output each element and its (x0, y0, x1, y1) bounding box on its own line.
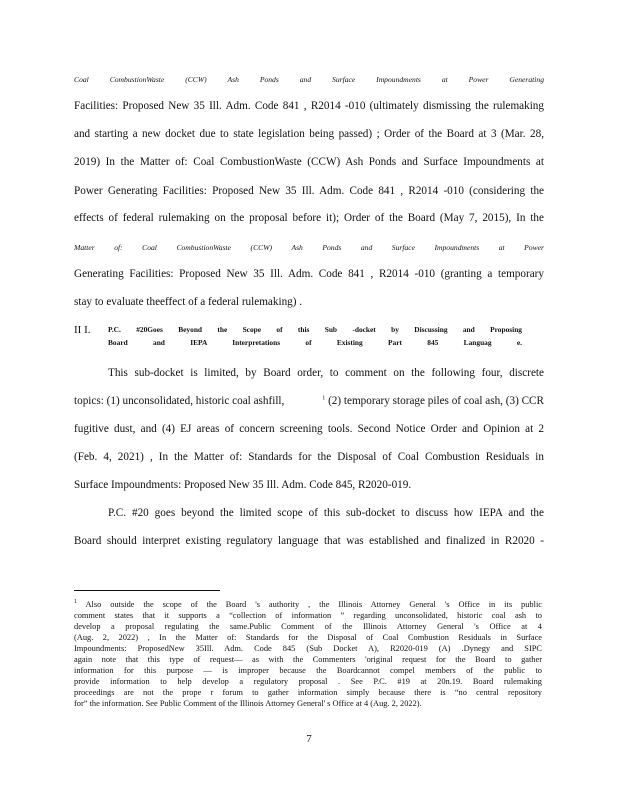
footnote-line-9: proceedings are not the prope r forum to gather information simply because there is “no central repository (74, 688, 542, 697)
page-number: 7 (306, 733, 312, 745)
footnote-marker: 1 (74, 599, 77, 606)
body-line-3: and starting a new docket due to state legislation being passed) ; Order of the Board at 3 (Mar. 28, (74, 128, 544, 140)
footnote-line-3: develop a proposal regulating the same.Public Comment of the Illinois Attorney General 's Office at 4 (74, 622, 542, 631)
footnote-line-1: $^1$ Also outside the scope of the Board 's authority , the Illinois Attorney General 's Office in its public (74, 599, 542, 609)
footnote-separator (74, 590, 220, 591)
para2-line-2: Board should interpret existing regulatory language that was established and finalized in R2020 - (74, 535, 544, 547)
body-line-7: Matter of: Coal CombustionWaste (CCW) Ash Ponds and Surface Impoundments at Power (74, 243, 544, 252)
para1-line-2-start: topics: (1) unconsolidated, historic coal ashfill, (74, 395, 285, 407)
section-heading-line-2: Board and IEPA Interpretations of Existing Part 845 Languag e. (108, 338, 522, 347)
footnote-line-6: again note that this type of request— as with the Commenters 'original request for the Board to gather (74, 655, 542, 664)
footnote-line-4: (Aug. 2, 2022) , In the Matter of: Standards for the Disposal of Coal Combustion Residuals in Surface (74, 633, 542, 642)
body-line-2: Facilities: Proposed New 35 Ill. Adm. Code 841 , R2014 -010 (ultimately dismissing the rulemaking (74, 100, 544, 112)
body-line-6: effects of federal rulemaking on the proposal before it); Order of the Board (May 7, 2015), In the (74, 212, 544, 224)
body-line-4: 2019) In the Matter of: Coal CombustionWaste (CCW) Ash Ponds and Surface Impoundments at (74, 156, 544, 168)
footnote-line-8: provide information to help develop a regulatory proposal . See P.C. #19 at 20n.19. Board rulemaking (74, 677, 542, 686)
section-heading-line-1: P.C. #20Goes Beyond the Scope of this Sub -docket by Discussing and Proposing (108, 325, 522, 334)
para1-line-5: Surface Impoundments: Proposed New 35 Ill. Adm. Code 845, R2020-019. (74, 479, 412, 491)
section-number: II I. (74, 324, 91, 336)
para1-line-4: (Feb. 4, 2021) , In the Matter of: Standards for the Disposal of Coal Combustion Residuals in (74, 451, 544, 463)
body-line-5: Power Generating Facilities: Proposed New 35 Ill. Adm. Code 841 , R2014 -010 (considering the (74, 185, 544, 197)
body-line-9: stay to evaluate theeffect of a federal rulemaking) . (74, 296, 303, 308)
para2-line-1: P.C. #20 goes beyond the limited scope of this sub-docket to discuss how IEPA and the (108, 507, 544, 519)
footnote-line-7: information for this purpose — is improper because the Boardcannot compel members of the public to (74, 666, 542, 675)
footnote-line-5: Impoundments: ProposedNew 35Ill. Adm. Code 845 (Sub Docket A), R2020-019 (A) .Dynegy and SIPC (74, 644, 542, 653)
footnote-line-2: comment states that it supports a “collection of information ” regarding unconsolidated, historic coal ash to (74, 611, 542, 620)
para1-line-3: fugitive dust, and (4) EJ areas of concern screening tools. Second Notice Order and Opinion at 2 (74, 423, 544, 435)
para1-line-2 (74, 394, 544, 408)
footnote-ref[interactable]: 1 (322, 395, 326, 402)
body-line-8: Generating Facilities: Proposed New 35 Ill. Adm. Code 841 , R2014 -010 (granting a temporary (74, 268, 544, 280)
footnote-line-10: for” the information. See Public Comment of the Illinois Attorney General' s Office at 4 (Aug. 2, 2022). (74, 699, 422, 708)
body-line-1: Coal CombustionWaste (CCW) Ash Ponds and Surface Impoundments at Power Generating (74, 75, 544, 84)
para1-line-1: This sub-docket is limited, by Board order, to comment on the following four, discrete (108, 367, 544, 379)
para1-line-2-end: $^1$ (2) temporary storage piles of coal ash, (3) CCR (322, 395, 544, 407)
